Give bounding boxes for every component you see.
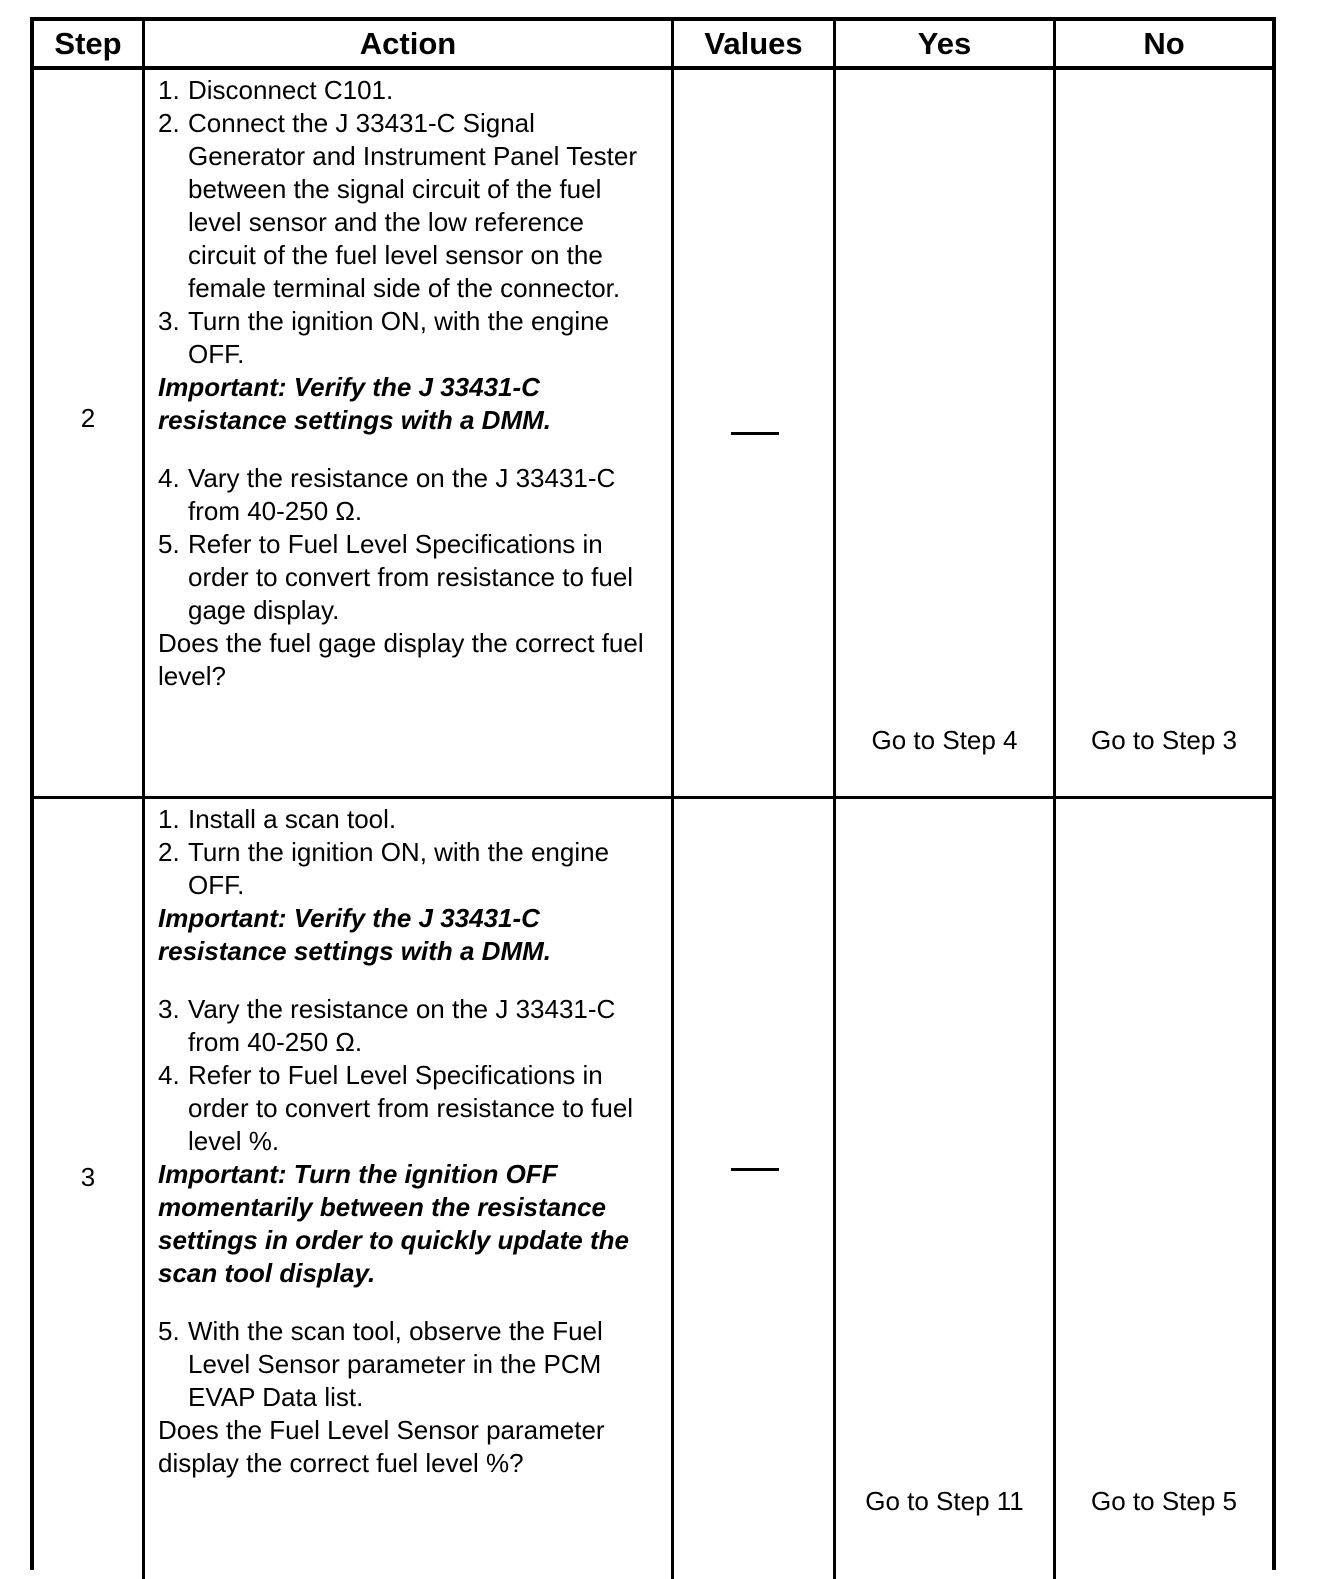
item-number: 3. [158, 306, 180, 336]
action-item [158, 1315, 653, 1414]
item-number: 5. [158, 1316, 180, 1346]
action-item [158, 803, 653, 836]
action-item [158, 305, 653, 371]
diagnostic-table [30, 17, 1276, 1570]
action-cell [145, 70, 674, 796]
step-cell [34, 799, 145, 1579]
important-note: Important: Verify the J 33431-C resistance settings with a DMM. [158, 903, 551, 966]
item-number: 5. [158, 529, 180, 559]
item-number: 3. [158, 994, 180, 1024]
item-text: Turn the ignition ON, with the engine OFF. [188, 837, 610, 900]
item-text: Connect the J 33431-C Signal Generator and Instrument Panel Tester between the signal circuit of the fuel level sensor and the low reference circuit of the fuel level sensor on the female terminal side of the connector. [188, 108, 637, 303]
yes-goto: Go to Step 4 [871, 725, 1018, 755]
table-header [34, 21, 1272, 70]
action-item [158, 74, 653, 107]
item-text: Disconnect C101. [188, 75, 394, 105]
yes-goto: Go to Step 11 [865, 1486, 1024, 1516]
no-goto: Go to Step 5 [1091, 1486, 1237, 1516]
item-text: Install a scan tool. [188, 804, 397, 834]
item-text: Refer to Fuel Level Specifications in order to convert from resistance to fuel gage display. [188, 529, 634, 625]
question-text: Does the Fuel Level Sensor parameter display the correct fuel level %? [158, 1415, 605, 1478]
action-item [158, 528, 653, 627]
no-goto: Go to Step 3 [1091, 725, 1237, 755]
important-note: Important: Turn the ignition OFF momentarily between the resistance settings in order to quickly update the scan tool display. [158, 1159, 629, 1288]
values-cell [674, 799, 836, 1579]
action-item [158, 836, 653, 902]
table-row-step-2 [34, 70, 1272, 799]
em-dash-value [731, 432, 779, 435]
header-no: No [1143, 25, 1185, 61]
yes-cell [836, 70, 1056, 796]
item-number: 1. [158, 804, 180, 834]
table-row-step-3 [34, 799, 1272, 1579]
no-cell [1056, 70, 1272, 796]
item-number: 2. [158, 837, 180, 867]
header-action: Action [145, 21, 674, 66]
item-number: 2. [158, 108, 180, 138]
item-text: Vary the resistance on the J 33431-C from 40-250 Ω. [188, 994, 616, 1057]
action-item [158, 993, 653, 1059]
action-item [158, 107, 653, 305]
action-cell [145, 799, 674, 1579]
item-text: With the scan tool, observe the Fuel Level Sensor parameter in the PCM EVAP Data list. [188, 1316, 603, 1412]
important-note: Important: Verify the J 33431-C resistance settings with a DMM. [158, 372, 551, 435]
no-cell [1056, 799, 1272, 1579]
question-text: Does the fuel gage display the correct fuel level? [158, 628, 644, 691]
step-number: 3 [80, 1162, 96, 1192]
em-dash-value [731, 1168, 779, 1171]
header-step: Step [34, 21, 145, 66]
step-cell [34, 70, 145, 796]
item-text: Turn the ignition ON, with the engine OFF. [188, 306, 610, 369]
item-text: Refer to Fuel Level Specifications in order to convert from resistance to fuel level %. [188, 1060, 634, 1156]
values-cell [674, 70, 836, 796]
header-yes: Yes [836, 21, 1056, 66]
action-item [158, 462, 653, 528]
item-number: 4. [158, 1060, 180, 1090]
action-item [158, 1059, 653, 1158]
step-number: 2 [80, 403, 96, 433]
item-number: 4. [158, 463, 180, 493]
item-text: Vary the resistance on the J 33431-C from 40-250 Ω. [188, 463, 616, 526]
item-number: 1. [158, 75, 180, 105]
header-values: Values [674, 21, 836, 66]
yes-cell [836, 799, 1056, 1579]
